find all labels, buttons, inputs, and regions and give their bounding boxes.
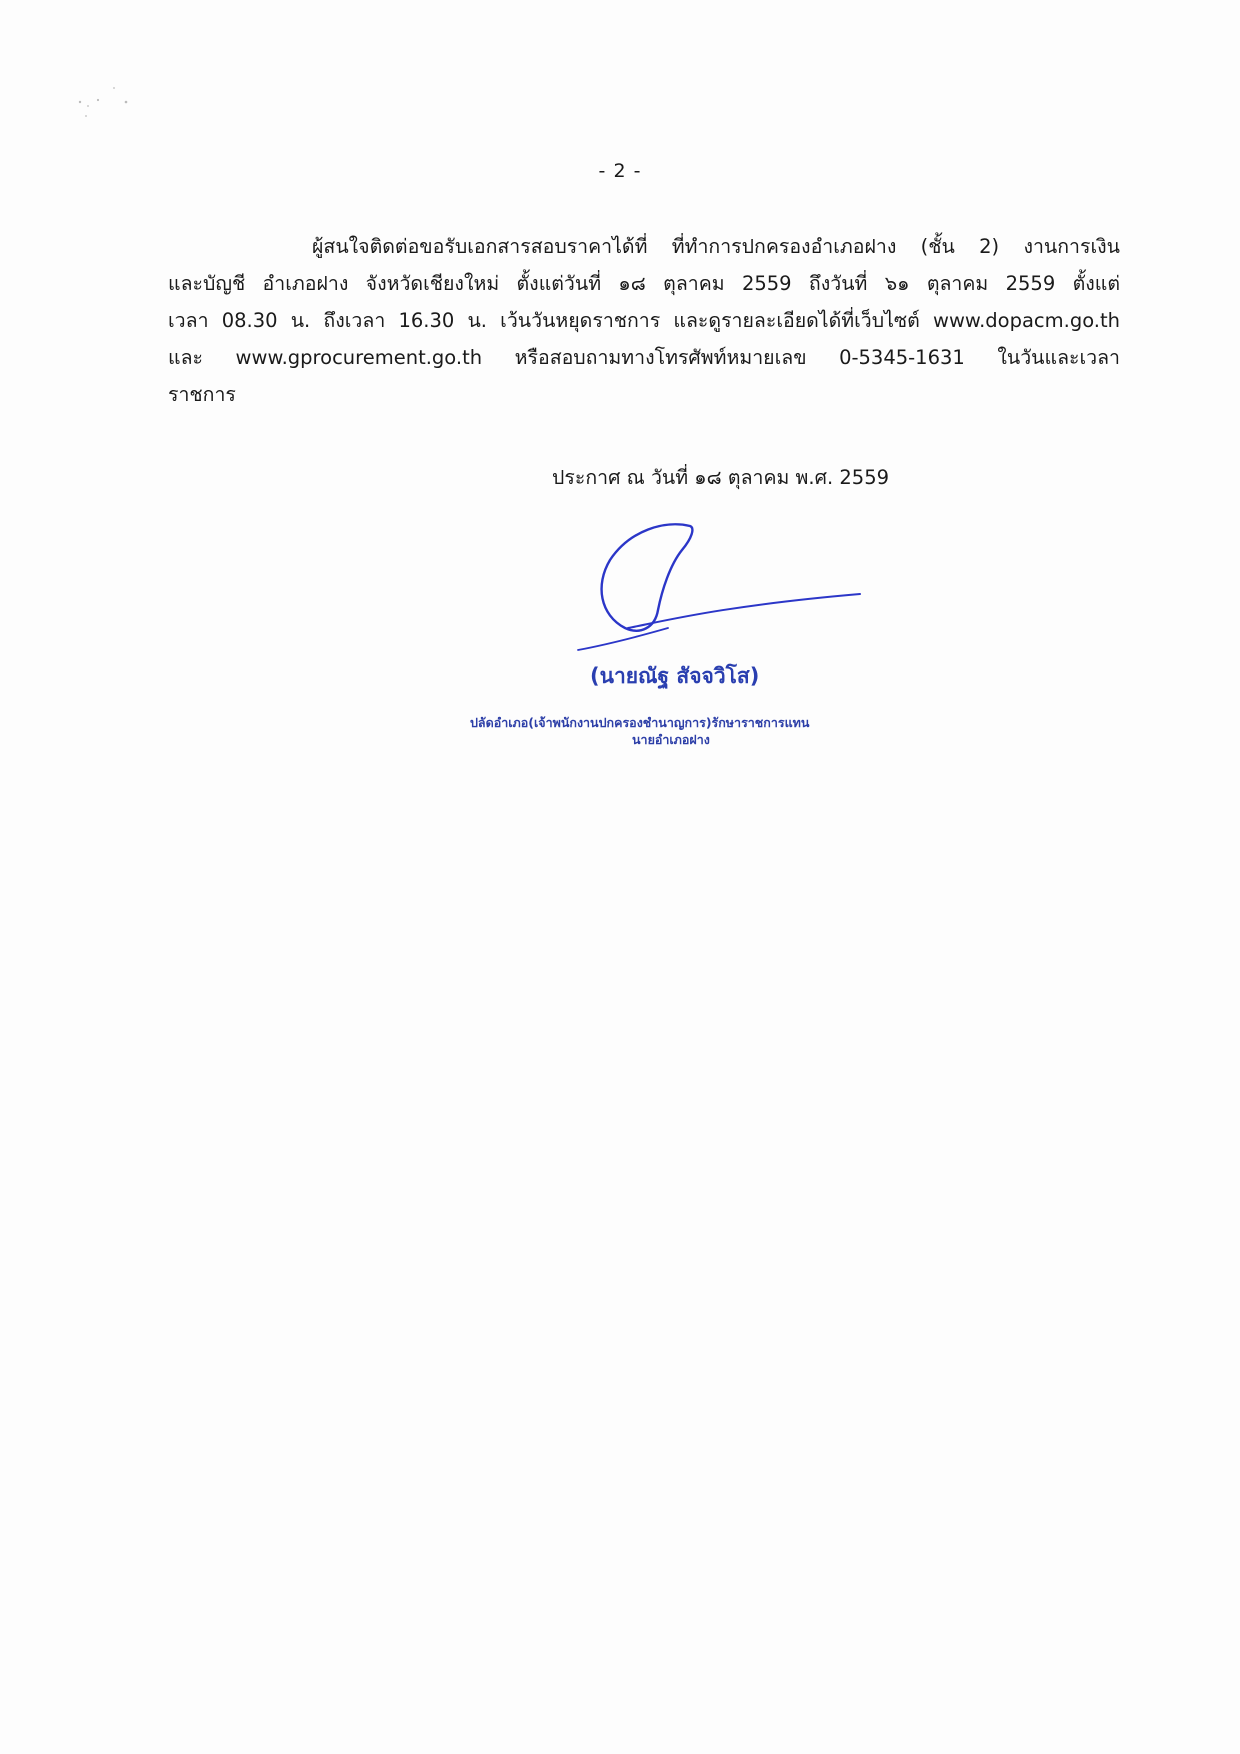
signatory-title: ปลัดอำเภอ(เจ้าพนักงานปกครองชำนาญการ)รักษาราชการแทน — [470, 715, 810, 730]
announcement-date: ประกาศ ณ วันที่ ๑๘ ตุลาคม พ.ศ. 2559 — [552, 466, 890, 489]
body-paragraph — [168, 228, 1120, 413]
body-line: ผู้สนใจติดต่อขอรับเอกสารสอบราคาได้ที่ ที่ทำการปกครองอำเภอฝาง (ชั้น 2) งานการเงิน — [312, 235, 1120, 258]
scan-artifact — [68, 80, 158, 130]
signatory-position: นายอำเภอฝาง — [632, 732, 710, 747]
signatory-name: (นายณัฐ สัจจวิโส) — [590, 664, 760, 688]
body-line: และบัญชี อำเภอฝาง จังหวัดเชียงใหม่ ตั้งแต่วันที่ ๑๘ ตุลาคม 2559 ถึงวันที่ ๖๑ ตุลาคม 2559 ตั้งแต่ — [168, 272, 1120, 295]
page-number: - 2 - — [598, 160, 642, 182]
body-line: ราชการ — [168, 383, 236, 406]
body-line: เวลา 08.30 น. ถึงเวลา 16.30 น. เว้นวันหยุดราชการ และดูรายละเอียดได้ที่เว็บไซต์ www.dopacm.go.th — [168, 309, 1120, 332]
handwritten-signature — [570, 510, 870, 670]
body-line: และ www.gprocurement.go.th หรือสอบถามทางโทรศัพท์หมายเลข 0-5345-1631 ในวันและเวลา — [168, 346, 1120, 369]
